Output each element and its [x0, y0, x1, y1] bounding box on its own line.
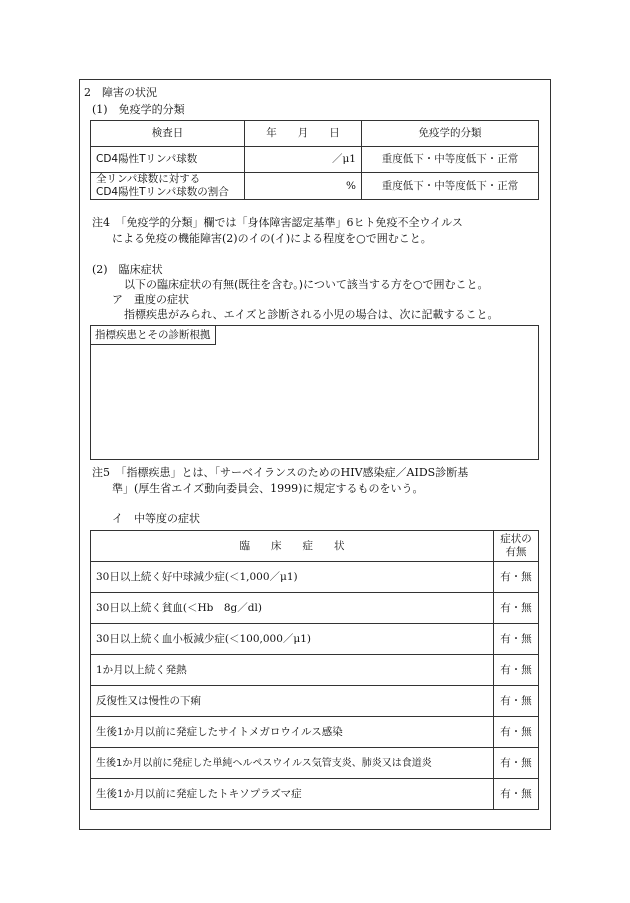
table-row — [91, 147, 539, 173]
symptom-fever: 1か月以上続く発熱 — [91, 655, 494, 686]
cd4-count-label: CD4陽性Tリンパ球数 — [91, 147, 245, 173]
presence-choice[interactable]: 有・無 — [494, 655, 539, 686]
table-row — [91, 562, 539, 593]
header-date: 年 月 日 — [245, 121, 362, 147]
presence-choice[interactable]: 有・無 — [494, 624, 539, 655]
symptom-anemia: 30日以上続く貧血(＜Hb 8g／dl) — [91, 593, 494, 624]
header-presence-line2: 有無 — [505, 546, 527, 558]
cd4-ratio-label — [91, 173, 245, 200]
presence-choice[interactable]: 有・無 — [494, 748, 539, 779]
note5-line1: 注5 「指標疾患」とは、「サーベイランスのためのHIV感染症／AIDS診断基 — [92, 466, 469, 479]
clinical-symptoms-title: (2) 臨床症状 — [92, 263, 163, 276]
header-presence — [494, 531, 539, 562]
clinical-symptoms-instruction: 以下の臨床症状の有無(既往を含む。)について該当する方を○で囲むこと。 — [124, 278, 489, 291]
moderate-symptoms-title: イ 中等度の症状 — [112, 512, 200, 525]
table-row — [91, 173, 539, 200]
cd4-ratio-classification[interactable]: 重度低下・中等度低下・正常 — [362, 173, 539, 200]
table-row — [91, 779, 539, 810]
header-presence-line1: 症状の — [500, 533, 532, 545]
presence-choice[interactable]: 有・無 — [494, 562, 539, 593]
table-row — [91, 624, 539, 655]
note4-line1: 注4 「免疫学的分類」欄では「身体障害認定基準」6ヒト免疫不全ウイルス — [92, 216, 463, 229]
table-row — [91, 717, 539, 748]
note4-line2: による免疫の機能障害(2)のイの(イ)による程度を○で囲むこと。 — [112, 232, 432, 245]
symptom-cmv-infection: 生後1か月以前に発症したサイトメガロウイルス感染 — [91, 717, 494, 748]
severe-symptoms-title: ア 重度の症状 — [112, 293, 189, 306]
cd4-count-classification[interactable]: 重度低下・中等度低下・正常 — [362, 147, 539, 173]
symptom-hsv-infection: 生後1か月以前に発症した単純ヘルペスウイルス気管支炎、肺炎又は食道炎 — [91, 748, 494, 779]
table-row — [91, 593, 539, 624]
table-row — [91, 686, 539, 717]
table-row — [91, 748, 539, 779]
symptom-toxoplasmosis: 生後1か月以前に発症したトキソプラズマ症 — [91, 779, 494, 810]
table-header-row — [91, 121, 539, 147]
symptom-diarrhea: 反復性又は慢性の下痢 — [91, 686, 494, 717]
symptom-neutropenia: 30日以上続く好中球減少症(＜1,000／μ1) — [91, 562, 494, 593]
section-title: 2 障害の状況 — [84, 86, 157, 99]
table-header-row — [91, 531, 539, 562]
immunological-classification-title: (1) 免疫学的分類 — [92, 103, 185, 116]
presence-choice[interactable]: 有・無 — [494, 686, 539, 717]
clinical-symptoms-table — [90, 530, 539, 810]
indicator-disease-label: 指標疾患とその診断根拠 — [91, 326, 216, 345]
symptom-thrombocytopenia: 30日以上続く血小板減少症(＜100,000／μ1) — [91, 624, 494, 655]
header-exam-date: 検査日 — [91, 121, 245, 147]
table-row — [91, 655, 539, 686]
immunology-table — [90, 120, 539, 200]
header-symptoms: 臨 床 症 状 — [91, 531, 494, 562]
cd4-ratio-label-line2: CD4陽性Tリンパ球数の割合 — [96, 186, 229, 198]
severe-symptoms-instruction: 指標疾患がみられ、エイズと診断される小児の場合は、次に記載すること。 — [124, 308, 499, 321]
note5-line2: 準」(厚生省エイズ動向委員会、1999)に規定するものをいう。 — [112, 482, 424, 495]
header-classification: 免疫学的分類 — [362, 121, 539, 147]
cd4-ratio-value[interactable]: % — [245, 173, 362, 200]
cd4-count-value[interactable]: ／μ1 — [245, 147, 362, 173]
presence-choice[interactable]: 有・無 — [494, 717, 539, 748]
indicator-disease-box[interactable] — [90, 325, 539, 460]
presence-choice[interactable]: 有・無 — [494, 779, 539, 810]
presence-choice[interactable]: 有・無 — [494, 593, 539, 624]
cd4-ratio-label-line1: 全リンパ球数に対する — [96, 173, 201, 185]
